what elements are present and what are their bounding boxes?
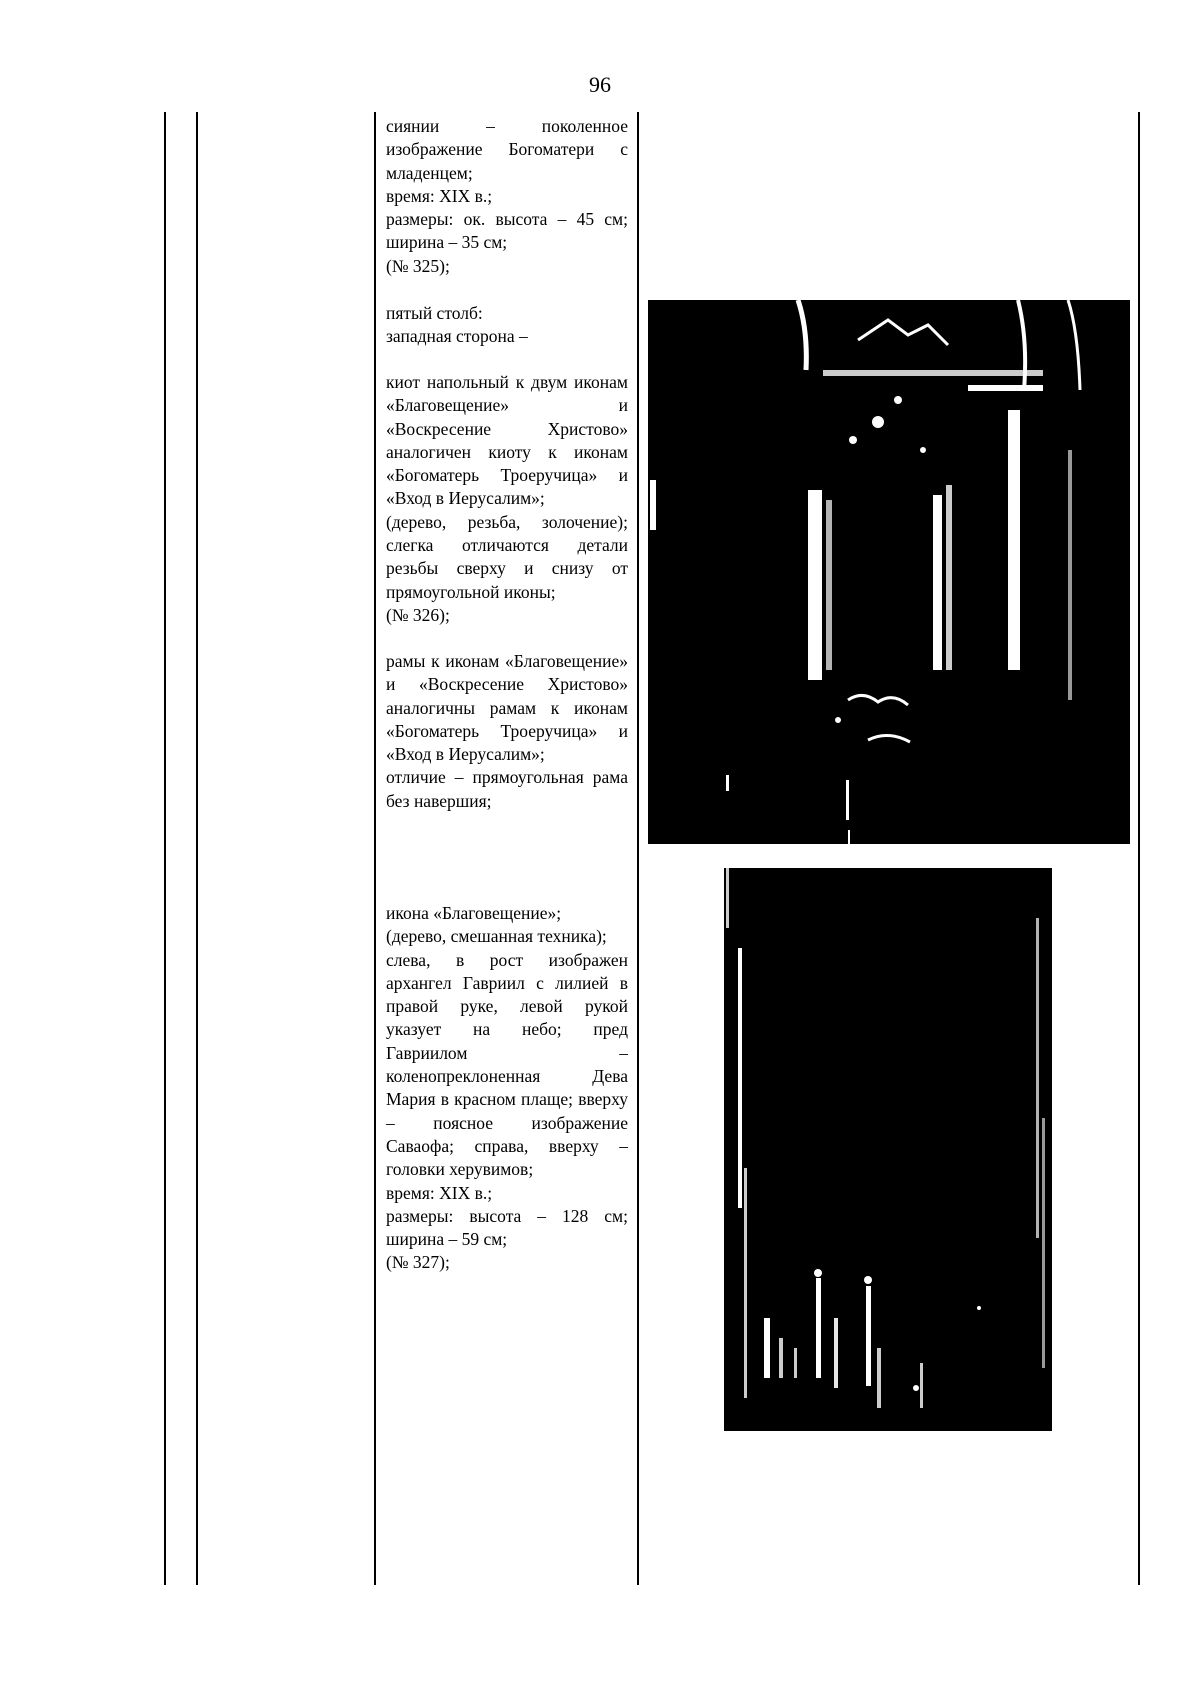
entry-line: время: XIX в.;: [386, 1182, 493, 1203]
icon-photo-graphic: [724, 868, 1052, 1431]
description-entry-1: [386, 115, 628, 278]
entry-line: (дерево, резьба, золочение); слегка отличаются детали резьбы сверху и снизу от прямоугольной иконы;: [386, 511, 628, 602]
entry-line: икона «Благовещение»;: [386, 903, 562, 923]
entry-line: размеры: ок. высота – 45 см; ширина – 35 см;: [386, 209, 628, 253]
entry-line: западная сторона –: [386, 326, 528, 347]
description-entry-4: [386, 650, 628, 813]
entry-line: размеры: высота – 128 см; ширина – 59 см;: [386, 1205, 628, 1250]
kiot-photo: [648, 300, 1130, 844]
table-rule-1: [164, 112, 166, 1585]
entry-line: (№ 327);: [386, 1252, 450, 1273]
entry-line: киот напольный к двум иконам «Благовещение» и «Воскресение Христово» аналогичен киоту к иконам «Богоматерь Троеручица» и «Вход в Иерусалим»;: [386, 372, 628, 509]
entry-line: (дерево, смешанная техника);: [386, 926, 607, 947]
entry-line: сиянии – поколенное изображение Богоматери с младенцем;: [386, 116, 628, 183]
page-number: 96: [589, 72, 611, 97]
entry-line: время: XIX в.;: [386, 185, 493, 206]
table-rule-5: [1138, 112, 1140, 1585]
entry-line: пятый столб:: [386, 303, 483, 323]
description-entry-5: [386, 902, 628, 1275]
kiot-photo-graphic: [648, 300, 1130, 844]
table-rule-4: [637, 112, 639, 1585]
description-entry-2: [386, 302, 628, 349]
table-rule-3: [374, 112, 376, 1585]
icon-photo: [724, 868, 1052, 1431]
entry-line: (№ 325);: [386, 255, 450, 276]
entry-line: рамы к иконам «Благовещение» и «Воскресение Христово» аналогичны рамам к иконам «Богоматерь Троеручица» и «Вход в Иерусалим»;: [386, 651, 628, 765]
description-entry-3: [386, 371, 628, 627]
entry-line: слева, в рост изображен архангел Гавриил с лилией в правой руке, левой рукой указует на небо; пред Гавриилом – коленопреклоненная Дева Мария в красном плаще; вверху – поясное изображение Саваофа; справа, вверху – головки херувимов;: [386, 949, 628, 1180]
entry-line: отличие – прямоугольная рама без навершия;: [386, 767, 628, 811]
entry-line: (№ 326);: [386, 604, 450, 625]
table-rule-2: [196, 112, 198, 1585]
